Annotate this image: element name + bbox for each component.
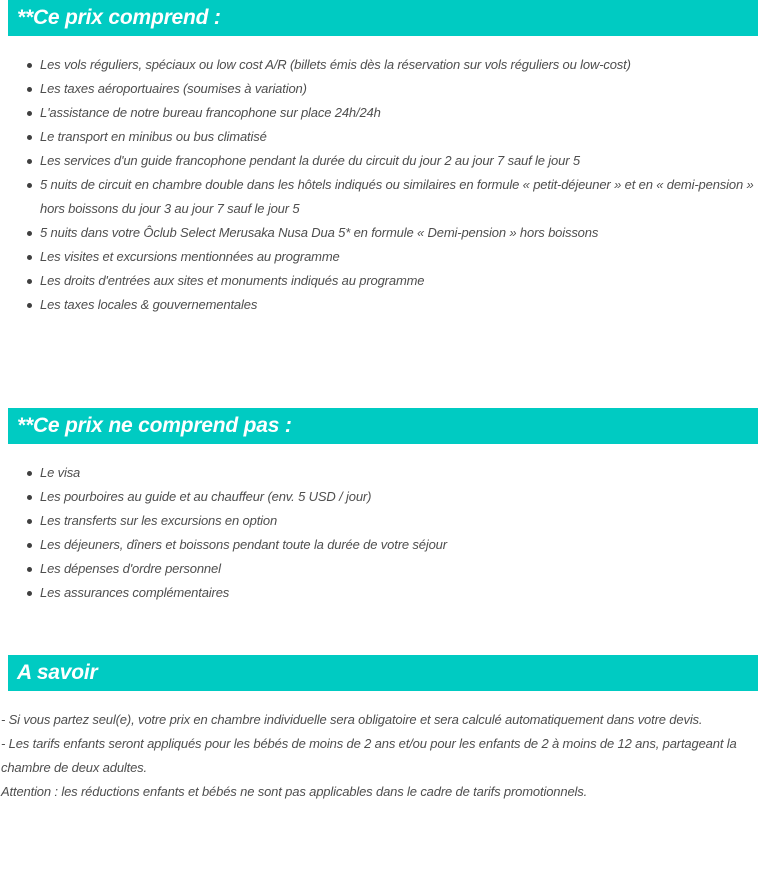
price-includes-item: Les taxes locales & gouvernementales: [26, 293, 758, 317]
price-includes-item: Les droits d'entrées aux sites et monuments indiqués au programme: [26, 269, 758, 293]
good-to-know-paragraph: - Les tarifs enfants seront appliqués pour les bébés de moins de 2 ans et/ou pour les enfants de 2 à moins de 12 ans, partageant la chambre de deux adultes.: [1, 736, 737, 775]
section-price-includes: [0, 0, 758, 317]
good-to-know-header-bar: [8, 655, 758, 691]
price-includes-item: L'assistance de notre bureau francophone sur place 24h/24h: [26, 101, 758, 125]
price-includes-item: Le transport en minibus ou bus climatisé: [26, 125, 758, 149]
price-includes-list: [0, 36, 758, 317]
price-includes-item: Les vols réguliers, spéciaux ou low cost A/R (billets émis dès la réservation sur vols réguliers ou low-cost): [26, 53, 758, 77]
price-excludes-item: Les déjeuners, dîners et boissons pendant toute la durée de votre séjour: [26, 533, 758, 557]
price-excludes-item: Les pourboires au guide et au chauffeur (env. 5 USD / jour): [26, 485, 758, 509]
good-to-know-paragraph: Attention : les réductions enfants et bébés ne sont pas applicables dans le cadre de tarifs promotionnels.: [1, 784, 588, 799]
price-includes-item: Les taxes aéroportuaires (soumises à variation): [26, 77, 758, 101]
good-to-know-paragraph: - Si vous partez seul(e), votre prix en chambre individuelle sera obligatoire et sera calculé automatiquement dans votre devis.: [1, 712, 703, 727]
price-excludes-item: Les dépenses d'ordre personnel: [26, 557, 758, 581]
section-price-excludes: [0, 408, 758, 605]
price-includes-title: **Ce prix comprend :: [17, 6, 221, 29]
price-includes-header-bar: [8, 0, 758, 36]
section-good-to-know: [0, 655, 758, 804]
price-includes-item: Les services d'un guide francophone pendant la durée du circuit du jour 2 au jour 7 sauf le jour 5: [26, 149, 758, 173]
price-includes-item: Les visites et excursions mentionnées au programme: [26, 245, 758, 269]
good-to-know-title: A savoir: [17, 661, 98, 684]
price-excludes-item: Le visa: [26, 461, 758, 485]
price-excludes-item: Les transferts sur les excursions en option: [26, 509, 758, 533]
good-to-know-text: [0, 691, 758, 804]
price-excludes-title: **Ce prix ne comprend pas :: [17, 414, 292, 437]
price-includes-item: 5 nuits de circuit en chambre double dans les hôtels indiqués ou similaires en formule « petit-déjeuner » et en « demi-pension » hors boissons du jour 3 au jour 7 sauf le jour 5: [26, 173, 758, 221]
price-excludes-header-bar: [8, 408, 758, 444]
price-excludes-item: Les assurances complémentaires: [26, 581, 758, 605]
price-includes-item: 5 nuits dans votre Ôclub Select Merusaka Nusa Dua 5* en formule « Demi-pension » hors boissons: [26, 221, 758, 245]
price-excludes-list: [0, 444, 758, 605]
